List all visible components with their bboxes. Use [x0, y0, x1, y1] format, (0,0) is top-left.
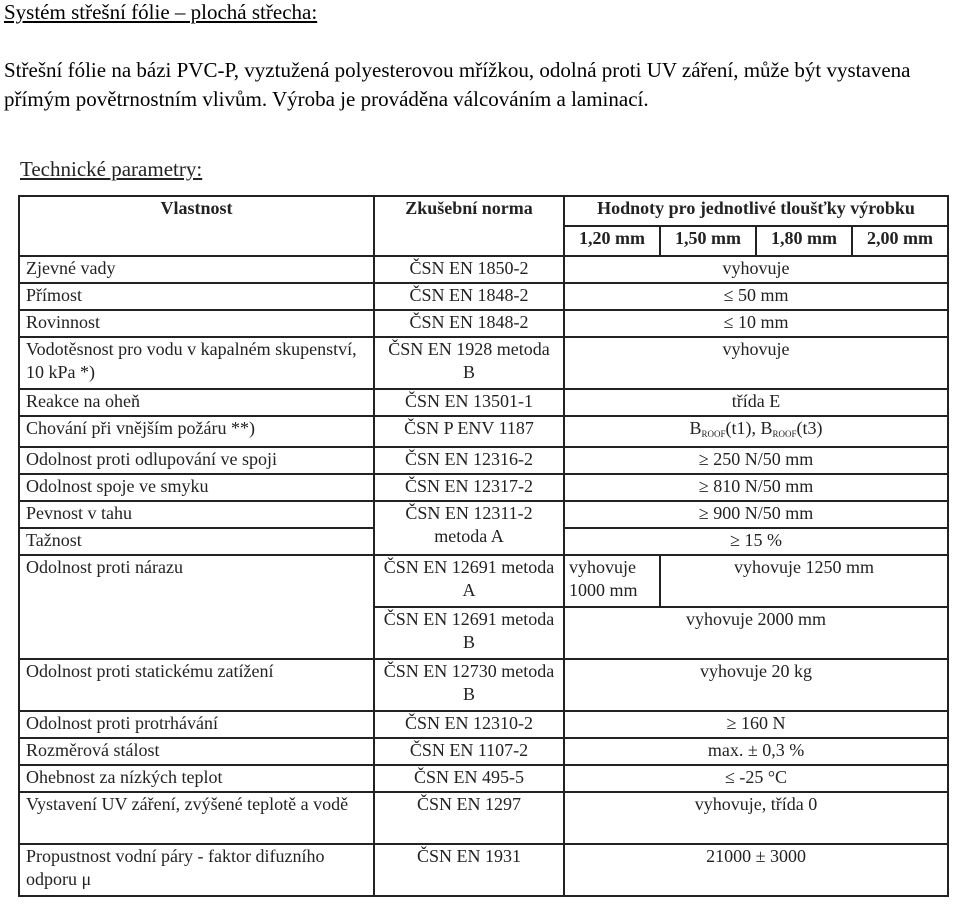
norm-cell: ČSN EN 13501-1: [374, 389, 564, 416]
property-cell: Pevnost v tahu: [19, 501, 374, 528]
table-row: [19, 310, 948, 337]
value-cell: vyhovuje 2000 mm: [564, 607, 948, 659]
value-cell: ≥ 15 %: [564, 528, 948, 555]
thickness-2: 1,50 mm: [660, 226, 756, 256]
property-cell: Propustnost vodní páry - faktor difuzního odporu μ: [19, 844, 374, 896]
value-cell: vyhovuje: [564, 256, 948, 283]
section-title: Technické parametry:: [20, 157, 203, 181]
technical-parameters-table: [18, 195, 949, 897]
table-row: [19, 389, 948, 416]
thickness-3: 1,80 mm: [756, 226, 852, 256]
header-values: Hodnoty pro jednotlivé tloušťky výrobku: [564, 196, 948, 226]
norm-cell: ČSN EN 1297: [374, 792, 564, 844]
value-sub-roof-2: ROOF: [772, 429, 797, 439]
property-cell: Reakce na oheň: [19, 389, 374, 416]
value-cell: ≤ 50 mm: [564, 283, 948, 310]
table-row: [19, 555, 948, 607]
norm-cell: ČSN EN 12310-2: [374, 711, 564, 738]
thickness-4: 2,00 mm: [852, 226, 948, 256]
property-cell: Rovinnost: [19, 310, 374, 337]
norm-cell: ČSN EN 12691 metoda A: [374, 555, 564, 607]
property-cell: Chování při vnějším požáru **): [19, 416, 374, 447]
value-cell: vyhovuje 1250 mm: [660, 555, 948, 607]
value-cell: vyhovuje: [564, 337, 948, 389]
table-row: [19, 474, 948, 501]
norm-cell: ČSN P ENV 1187: [374, 416, 564, 447]
table-row: [19, 844, 948, 896]
value-b1: B: [689, 418, 702, 438]
norm-cell: ČSN EN 12317-2: [374, 474, 564, 501]
table-row: [19, 659, 948, 711]
product-description: Střešní fólie na bázi PVC-P, vyztužená polyesterovou mřížkou, odolná proti UV záření, může být vystavena přímým povětrnostním vlivům. Výroba je prováděna válcováním a laminací.: [4, 58, 911, 111]
property-cell: Odolnost proti statickému zatížení: [19, 659, 374, 711]
table-header-row: [19, 196, 948, 226]
table-row: [19, 447, 948, 474]
value-cell: ≥ 160 N: [564, 711, 948, 738]
norm-cell: ČSN EN 1850-2: [374, 256, 564, 283]
table-row: [19, 416, 948, 447]
table-row: [19, 765, 948, 792]
norm-cell: ČSN EN 1931: [374, 844, 564, 896]
norm-cell: ČSN EN 1848-2: [374, 283, 564, 310]
property-cell: Rozměrová stálost: [19, 738, 374, 765]
value-cell: ≥ 810 N/50 mm: [564, 474, 948, 501]
norm-cell: ČSN EN 1107-2: [374, 738, 564, 765]
norm-cell: ČSN EN 495-5: [374, 765, 564, 792]
value-cell: ≤ -25 °C: [564, 765, 948, 792]
property-cell: Vodotěsnost pro vodu v kapalném skupenství, 10 kPa *): [19, 337, 374, 389]
table-row: [19, 738, 948, 765]
value-cell: ≤ 10 mm: [564, 310, 948, 337]
norm-cell: ČSN EN 1848-2: [374, 310, 564, 337]
value-t1: (t1), B: [725, 418, 773, 438]
table-row: [19, 337, 948, 389]
value-cell: 21000 ± 3000: [564, 844, 948, 896]
table-row: [19, 501, 948, 528]
document-heading: Systém střešní fólie – plochá střecha:: [4, 0, 318, 24]
property-cell: Odolnost spoje ve smyku: [19, 474, 374, 501]
property-cell: Odolnost proti nárazu: [19, 555, 374, 659]
norm-cell: ČSN EN 12691 metoda B: [374, 607, 564, 659]
property-cell: Ohebnost za nízkých teplot: [19, 765, 374, 792]
property-cell: Odolnost proti protrhávání: [19, 711, 374, 738]
value-cell-first: vyhovuje 1000 mm: [564, 555, 660, 607]
property-cell: Vystavení UV záření, zvýšené teplotě a vodě: [19, 792, 374, 844]
value-cell: [564, 416, 948, 447]
header-norm: Zkušební norma: [374, 196, 564, 256]
value-cell: ≥ 250 N/50 mm: [564, 447, 948, 474]
property-cell: Přímost: [19, 283, 374, 310]
property-cell: Odolnost proti odlupování ve spoji: [19, 447, 374, 474]
value-cell: max. ± 0,3 %: [564, 738, 948, 765]
value-cell: ≥ 900 N/50 mm: [564, 501, 948, 528]
header-property: Vlastnost: [19, 196, 374, 256]
norm-cell: ČSN EN 12311-2 metoda A: [374, 501, 564, 555]
table-row: [19, 792, 948, 844]
table-row: [19, 256, 948, 283]
value-cell: vyhovuje 20 kg: [564, 659, 948, 711]
thickness-1: 1,20 mm: [564, 226, 660, 256]
property-cell: Tažnost: [19, 528, 374, 555]
property-cell: Zjevné vady: [19, 256, 374, 283]
value-cell: vyhovuje, třída 0: [564, 792, 948, 844]
table-row: [19, 283, 948, 310]
norm-cell: ČSN EN 12316-2: [374, 447, 564, 474]
value-sub-roof-1: ROOF: [701, 429, 726, 439]
value-t3: (t3): [796, 418, 823, 438]
norm-cell: ČSN EN 1928 metoda B: [374, 337, 564, 389]
norm-cell: ČSN EN 12730 metoda B: [374, 659, 564, 711]
table-row: [19, 711, 948, 738]
value-cell: třída E: [564, 389, 948, 416]
